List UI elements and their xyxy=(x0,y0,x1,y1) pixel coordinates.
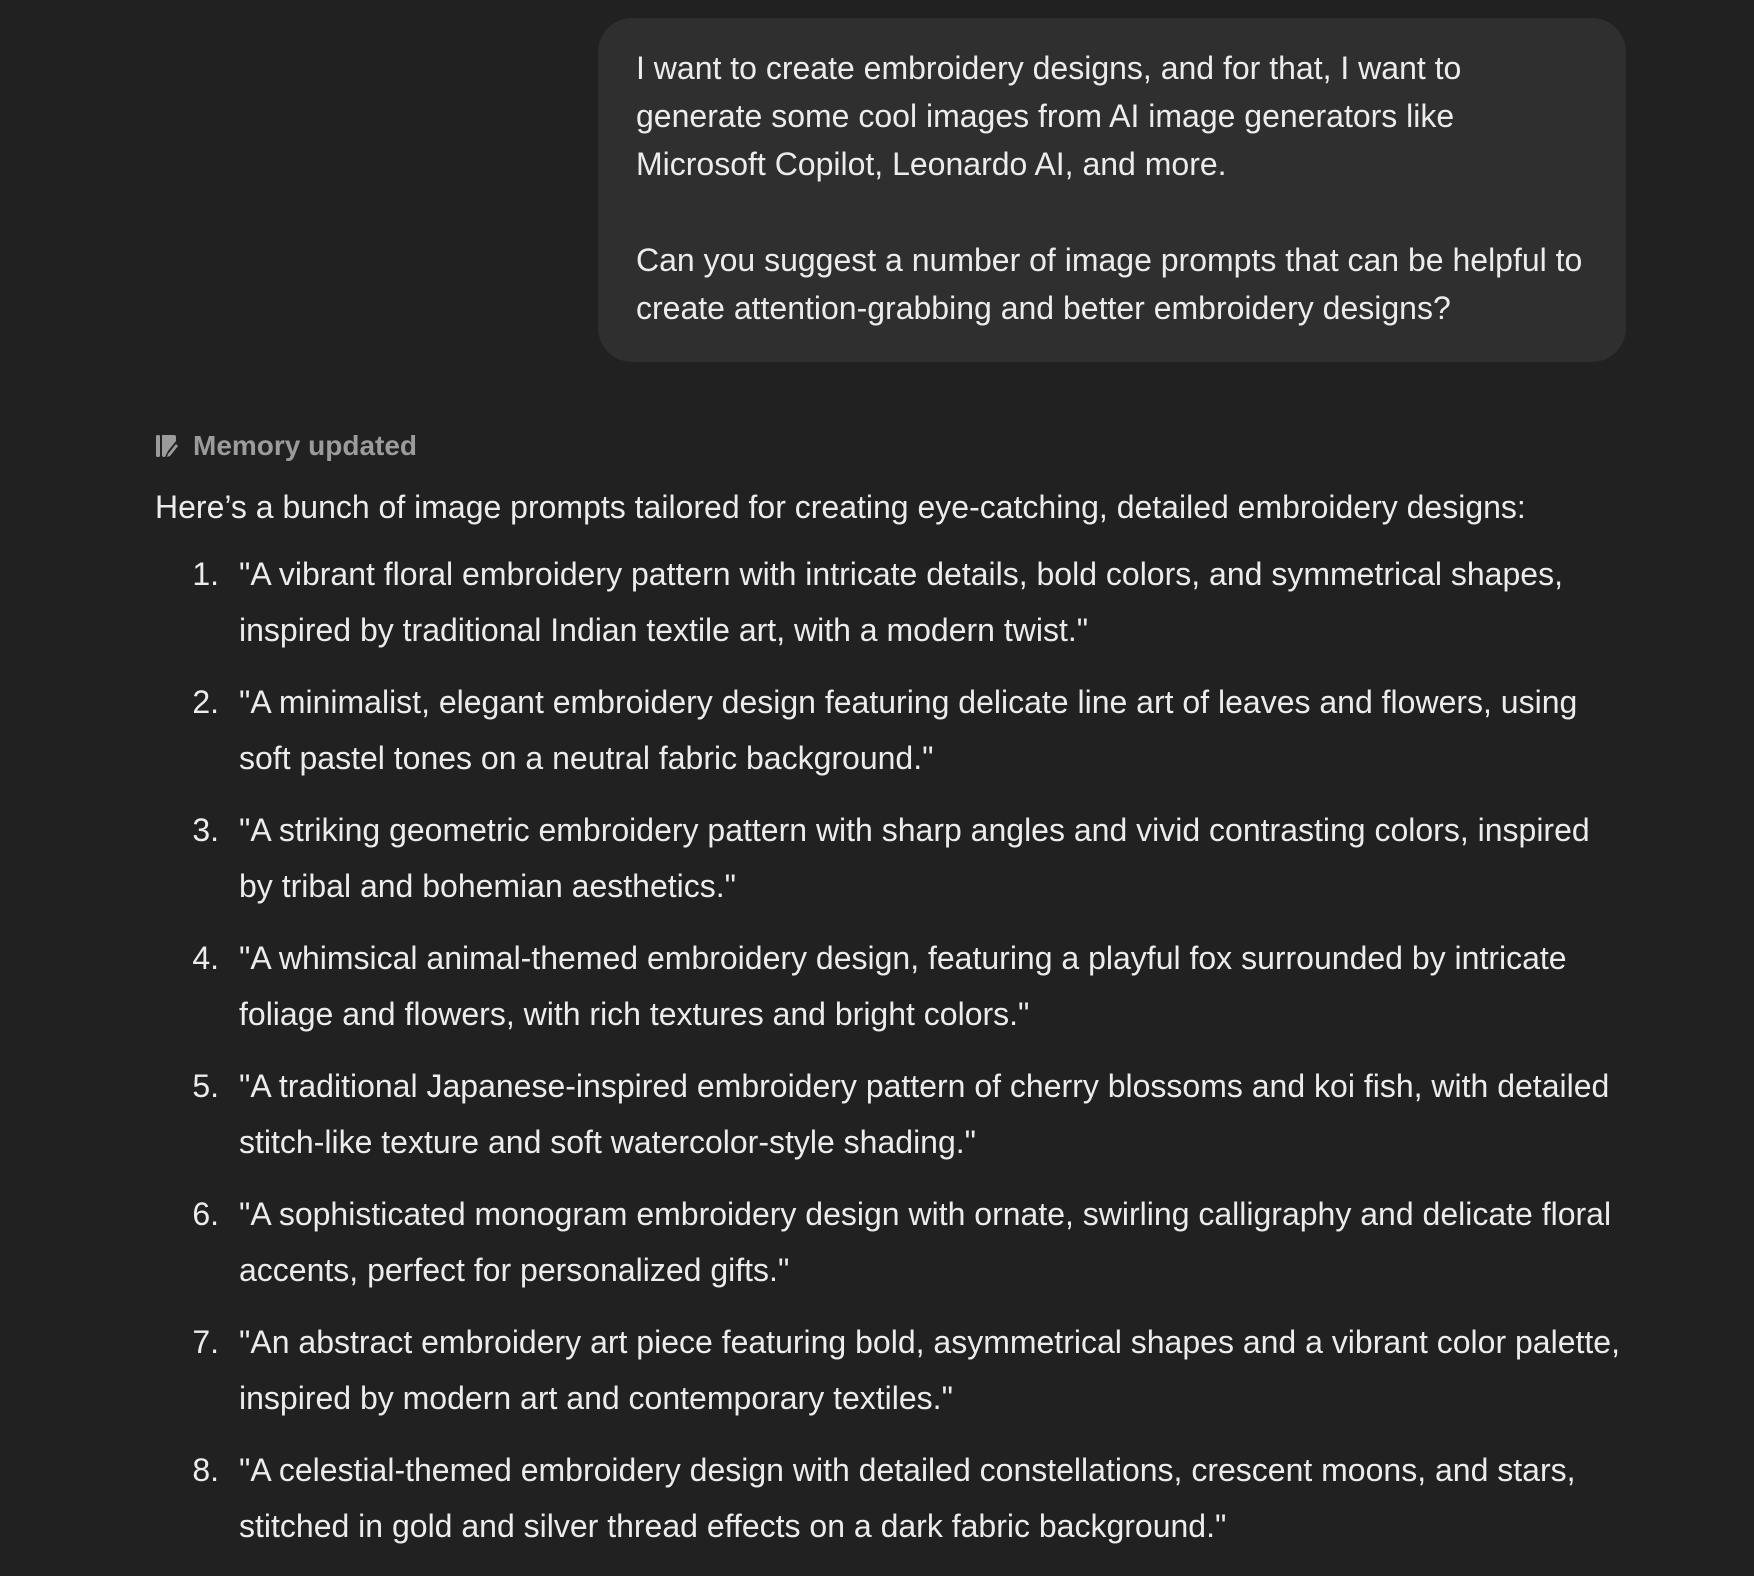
list-item-number: 6. xyxy=(192,1196,219,1232)
list-item-number: 1. xyxy=(192,556,219,592)
assistant-message xyxy=(155,422,1630,1570)
memory-updated-indicator[interactable] xyxy=(155,422,1630,470)
list-item-number: 5. xyxy=(192,1068,219,1104)
list-item-number: 4. xyxy=(192,940,219,976)
assistant-intro: Here’s a bunch of image prompts tailored for creating eye-catching, detailed embroidery designs: xyxy=(155,489,1526,525)
list-item-number: 2. xyxy=(192,684,219,720)
list-item xyxy=(155,802,1630,914)
list-item-text: "A traditional Japanese-inspired embroidery pattern of cherry blossoms and koi fish, with detailed stitch-like texture and soft watercolor-style shading." xyxy=(239,1068,1610,1160)
list-item-number: 7. xyxy=(192,1324,219,1360)
list-item-text: "A minimalist, elegant embroidery design featuring delicate line art of leaves and flowers, using soft pastel tones on a neutral fabric background." xyxy=(239,684,1578,776)
memory-edit-icon xyxy=(155,432,179,460)
user-message-bubble xyxy=(598,18,1626,362)
list-item-number: 8. xyxy=(192,1452,219,1488)
list-item xyxy=(155,1314,1630,1426)
user-message-paragraph-2: Can you suggest a number of image prompts that can be helpful to create attention-grabbing and better embroidery designs? xyxy=(636,242,1583,326)
list-item-text: "A celestial-themed embroidery design with detailed constellations, crescent moons, and stars, stitched in gold and silver thread effects on a dark fabric background." xyxy=(239,1452,1576,1544)
list-item-text: "A sophisticated monogram embroidery design with ornate, swirling calligraphy and delicate floral accents, perfect for personalized gifts." xyxy=(239,1196,1612,1288)
list-item-text: "A whimsical animal-themed embroidery design, featuring a playful fox surrounded by intricate foliage and flowers, with rich textures and bright colors." xyxy=(239,940,1567,1032)
list-item xyxy=(155,1442,1630,1554)
prompt-list xyxy=(155,546,1630,1554)
list-item xyxy=(155,546,1630,658)
list-item-text: "An abstract embroidery art piece featuring bold, asymmetrical shapes and a vibrant color palette, inspired by modern art and contemporary textiles." xyxy=(239,1324,1620,1416)
memory-updated-label: Memory updated xyxy=(193,430,418,461)
list-item-number: 3. xyxy=(192,812,219,848)
list-item xyxy=(155,1186,1630,1298)
list-item-text: "A striking geometric embroidery pattern with sharp angles and vivid contrasting colors, inspired by tribal and bohemian aesthetics." xyxy=(239,812,1590,904)
user-message-paragraph-1: I want to create embroidery designs, and for that, I want to generate some cool images from AI image generators like Microsoft Copilot, Leonardo AI, and more. xyxy=(636,50,1462,182)
list-item xyxy=(155,674,1630,786)
list-item-text: "A vibrant floral embroidery pattern with intricate details, bold colors, and symmetrical shapes, inspired by traditional Indian textile art, with a modern twist." xyxy=(239,556,1563,648)
list-item xyxy=(155,930,1630,1042)
list-item xyxy=(155,1058,1630,1170)
